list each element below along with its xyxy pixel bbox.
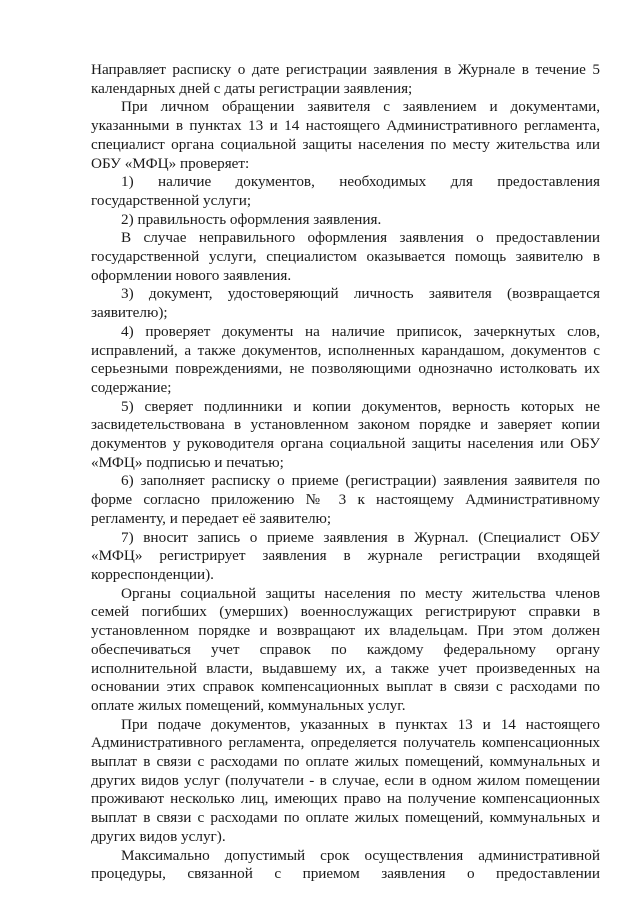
paragraph-item-6: 6) заполняет расписку о приеме (регистрации) заявления заявителя по форме согласно приложению № 3 к настоящему Административному регламенту, и передает её заявителю; [91,472,600,527]
paragraph-receipt-sending: Направляет расписку о дате регистрации заявления в Журнале в течение 5 календарных дней с даты регистрации заявления; [91,61,600,97]
paragraph-item-1: 1) наличие документов, необходимых для предоставления государственной услуги; [91,173,600,209]
paragraph-incorrect-application: В случае неправильного оформления заявления о предоставлении государственной услуги, специалистом оказывается помощь заявителю в оформлении нового заявления. [91,229,600,284]
paragraph-recipient: При подаче документов, указанных в пунктах 13 и 14 настоящего Административного регламента, определяется получатель компенсационных выплат в связи с расходами по оплате жилых помещений, коммунальных и других видов услуг (получатели - в случае, если в одном жилом помещении проживают несколько лиц, имеющих право на получение компенсационных выплат в связи с расходами по оплате жилых помещений, коммунальных и других видов услуг). [91,715,600,845]
paragraph-max-duration: Максимально допустимый срок осуществления административной процедуры, связанной с приемом заявления о предоставлении [91,846,600,883]
paragraph-certificates: Органы социальной защиты населения по месту жительства членов семей погибших (умерших) военнослужащих регистрируют справки в установленном порядке и возвращают их владельцам. При этом должен обеспечиваться учет справок по каждому федеральному органу исполнительной власти, выдавшему их, а также учет произведенных на основании этих справок компенсационных выплат в связи с расходами по оплате жилых помещений, коммунальных услуг. [91,584,600,714]
paragraph-item-3: 3) документ, удостоверяющий личность заявителя (возвращается заявителю); [91,285,600,322]
paragraph-personal-application: При личном обращении заявителя с заявлением и документами, указанными в пунктах 13 и 14 настоящего Административного регламента, специалист органа социальной защиты населения по месту жительства или ОБУ «МФЦ» проверяет: [91,98,600,172]
paragraph-item-7: 7) вносит запись о приеме заявления в Журнал. (Специалист ОБУ «МФЦ» регистрирует заявления в журнале регистрации входящей корреспонденции). [91,528,600,583]
paragraph-item-5: 5) сверяет подлинники и копии документов, верность которых не засвидетельствована в установленном законом порядке и заверяет копии документов у руководителя органа социальной защиты населения или ОБУ «МФЦ» подписью и печатью; [91,397,600,471]
paragraph-item-2: 2) правильность оформления заявления. [121,210,382,228]
paragraph-item-4: 4) проверяет документы на наличие приписок, зачеркнутых слов, исправлений, а также документов, исполненных карандашом, документов с серьезными повреждениями, не позволяющими однозначно истолковать их содержание; [91,322,600,396]
document-body [91,61,600,884]
